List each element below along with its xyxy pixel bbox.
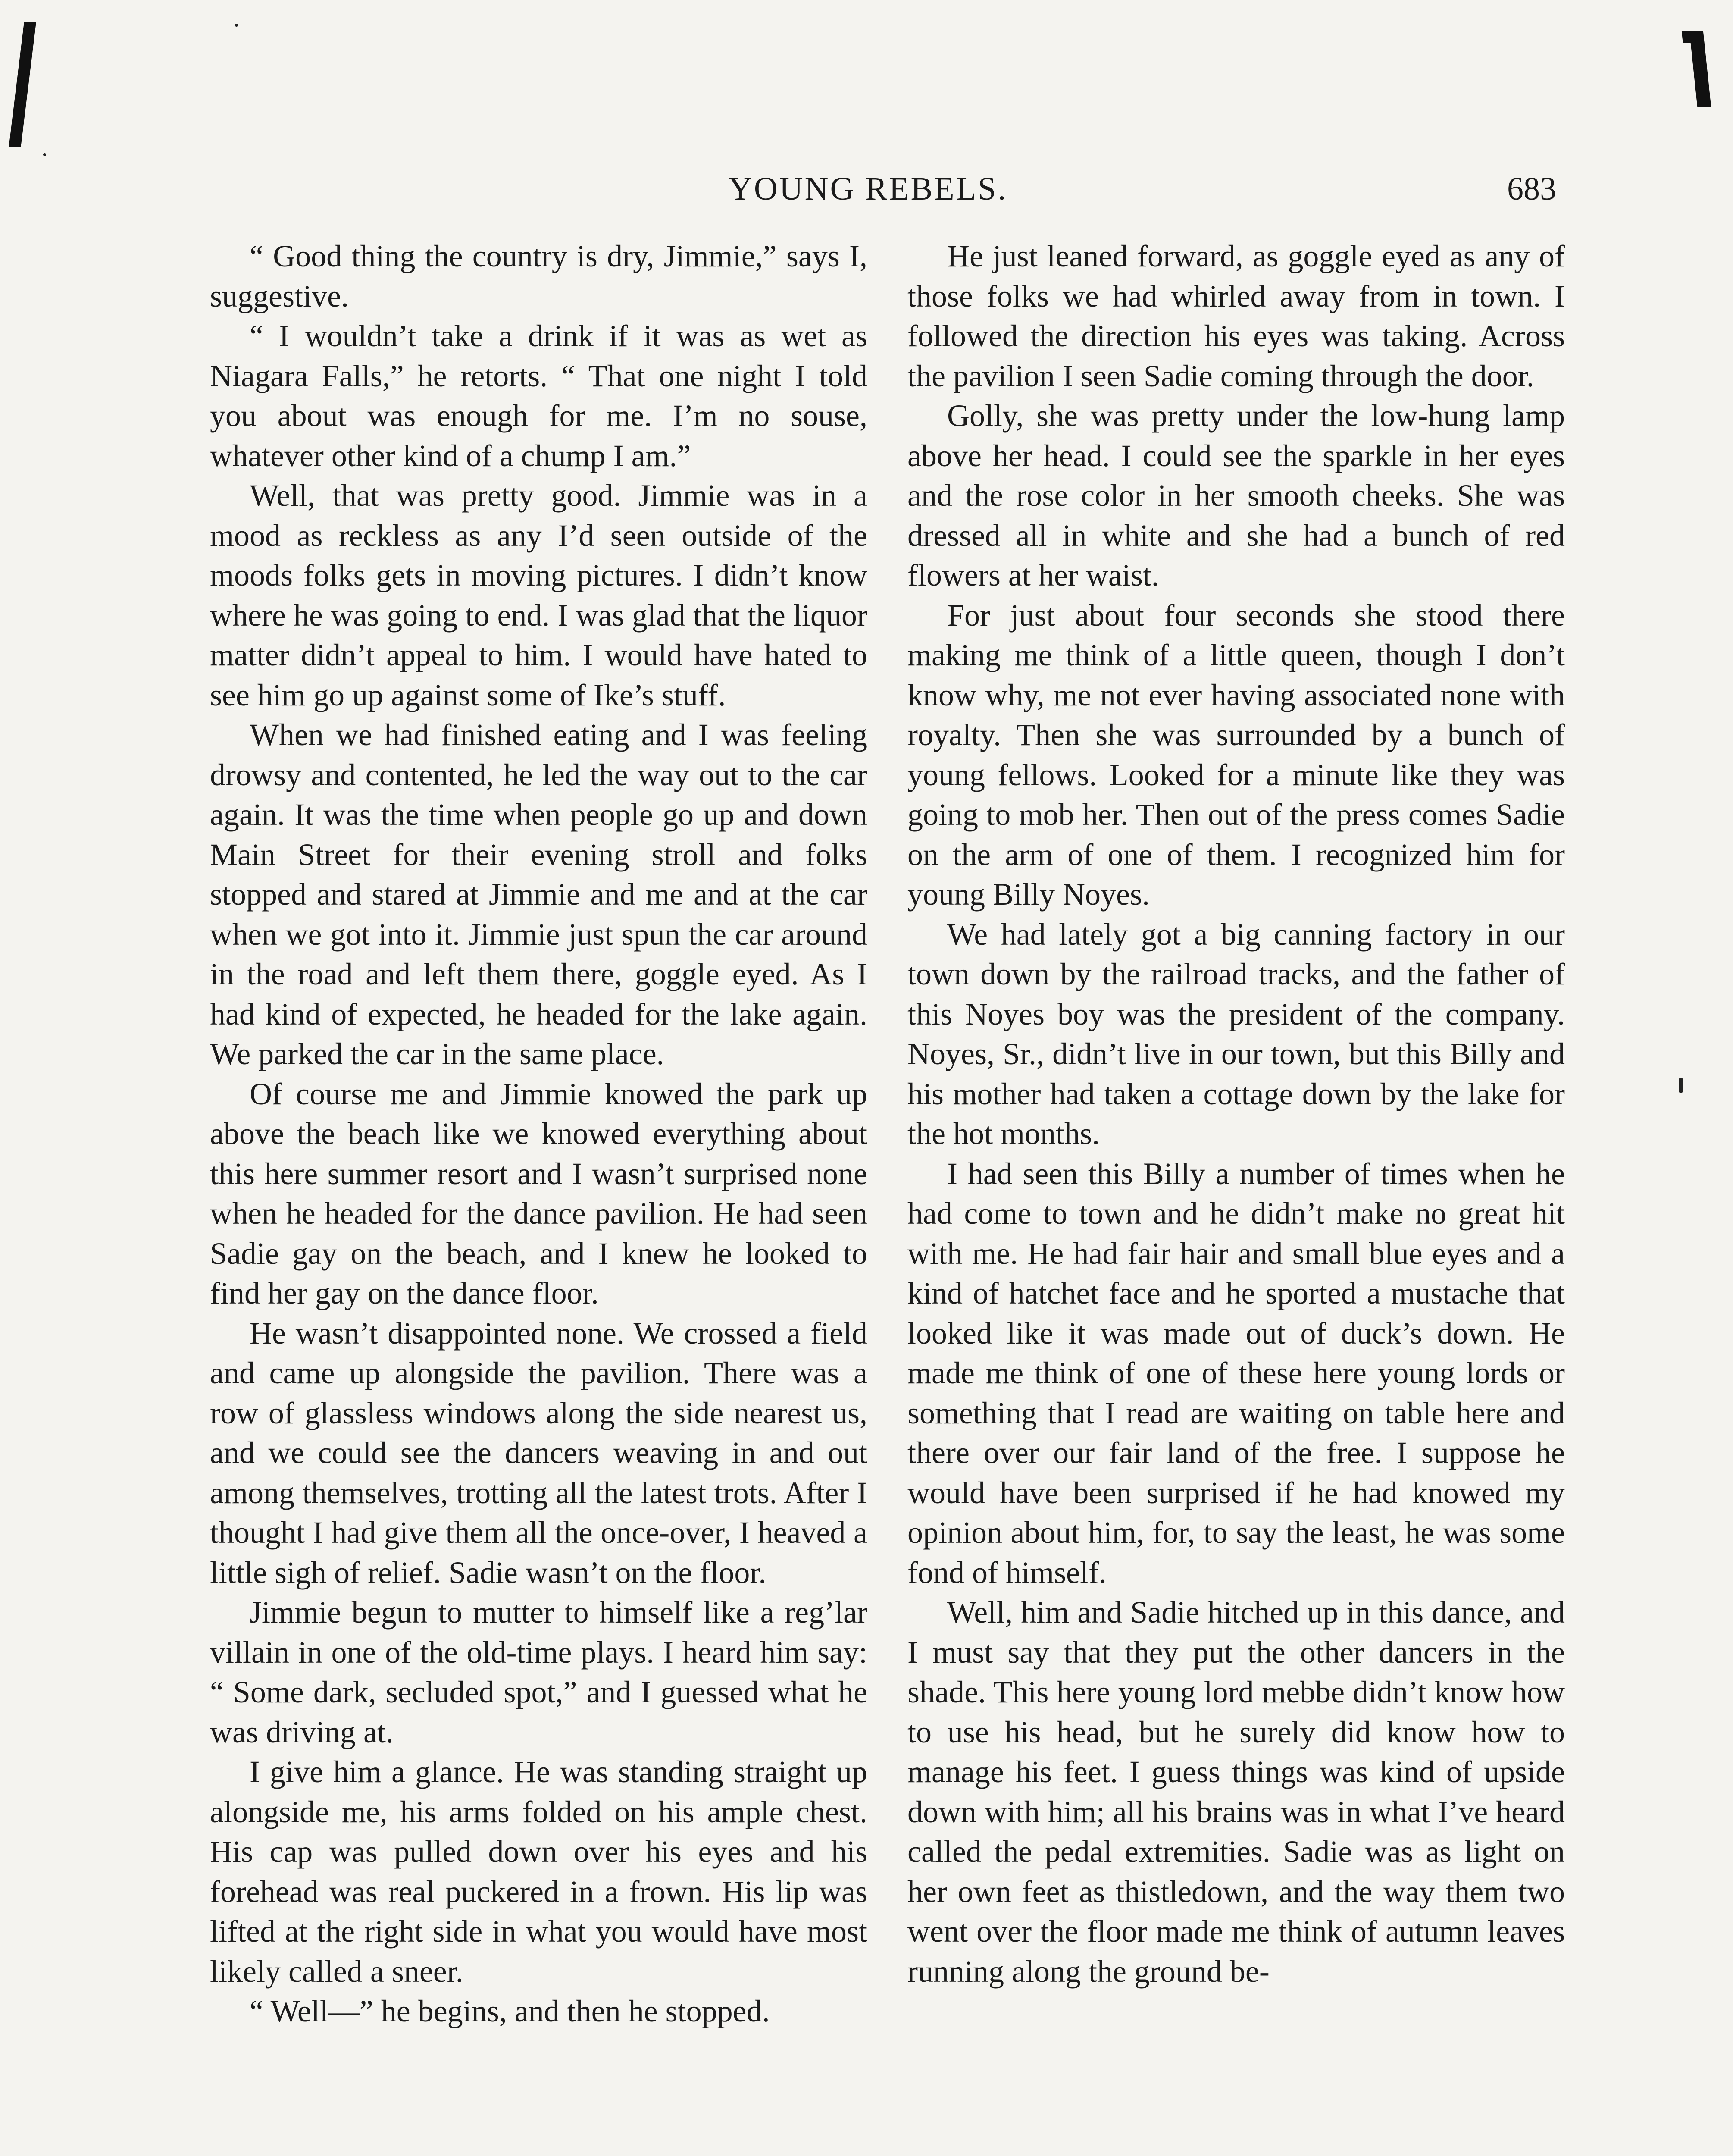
paragraph: He just leaned forward, as goggle eyed as any of those folks we had whirled away from in town. I followed the direction his eyes was taking. Across the pavilion I seen Sadie coming through the door. bbox=[907, 239, 1565, 393]
text-column-left bbox=[210, 236, 867, 2031]
page-header bbox=[211, 170, 1556, 222]
running-title: YOUNG REBELS. bbox=[729, 171, 1008, 207]
paragraph: “ I wouldn’t take a drink if it was as wet as Niagara Falls,” he retorts. “ That one night I told you about was enough for me. I’m no souse, whatever other kind of a chump I am.” bbox=[210, 319, 867, 473]
paragraph: I had seen this Billy a number of times when he had come to town and he didn’t make no great hit with me. He had fair hair and small blue eyes and a kind of hatchet face and he sported a mustache that looked like it was made out of duck’s down. He made me think of one of these here young lords or something that I read are waiting on table here and there over our fair land of the free. I suppose he would have been surprised if he had knowed my opinion about him, for, to say the least, he was some fond of himself. bbox=[907, 1156, 1565, 1590]
scan-speck bbox=[235, 24, 238, 27]
scan-corner-mark-left bbox=[9, 22, 36, 147]
paragraph: When we had finished eating and I was feeling drowsy and contented, he led the way out to the car again. It was the time when people go up and down Main Street for their evening stroll and folks stopped and stared at Jimmie and me and at the car when we got into it. Jimmie just spun the car around in the road and left them there, goggle eyed. As I had kind of expected, he headed for the lake again. We parked the car in the same place. bbox=[210, 718, 867, 1071]
paragraph: Jimmie begun to mutter to himself like a reg’lar villain in one of the old-time plays. I heard him say: “ Some dark, secluded spot,” and I guessed what he was driving at. bbox=[210, 1595, 867, 1749]
paragraph: “ Good thing the country is dry, Jimmie,” says I, suggestive. bbox=[210, 239, 867, 313]
paragraph: For just about four seconds she stood there making me think of a little queen, though I don’t know why, me not ever having associated none with royalty. Then she was surrounded by a bunch of young fellows. Looked for a minute like they was going to mob her. Then out of the press comes Sadie on the arm of one of them. I recognized him for young Billy Noyes. bbox=[907, 598, 1565, 912]
paragraph: Well, that was pretty good. Jimmie was in a mood as reckless as any I’d seen outside of the moods folks gets in moving pictures. I didn’t know where he was going to end. I was glad that the liquor matter didn’t appeal to him. I would have hated to see him go up against some of Ike’s stuff. bbox=[210, 478, 867, 712]
scan-speck bbox=[1679, 1078, 1683, 1093]
paragraph: Of course me and Jimmie knowed the park up above the beach like we knowed everything about this here summer resort and I wasn’t surprised none when he headed for the dance pavilion. He had seen Sadie gay on the beach, and I knew he looked to find her gay on the dance floor. bbox=[210, 1076, 867, 1310]
paragraph: I give him a glance. He was standing straight up alongside me, his arms folded on his ample chest. His cap was pulled down over his eyes and his forehead was real puckered in a frown. His lip was lifted at the right side in what you would have most likely called a sneer. bbox=[210, 1755, 867, 1989]
scan-speck bbox=[43, 153, 46, 156]
page-number: 683 bbox=[1507, 171, 1556, 207]
paragraph: Golly, she was pretty under the low-hung lamp above her head. I could see the sparkle in her eyes and the rose color in her smooth cheeks. She was dressed all in white and she had a bunch of red flowers at her waist. bbox=[907, 398, 1565, 592]
paragraph: “ Well—” he begins, and then he stopped. bbox=[250, 1994, 770, 2028]
scan-corner-mark-right bbox=[1689, 31, 1711, 107]
paragraph: Well, him and Sadie hitched up in this dance, and I must say that they put the other dancers in the shade. This here young lord mebbe didn’t know how to use his head, but he surely did know how to manage his feet. I guess things was kind of upside down with him; all his brains was in what I’ve heard called the pedal extremities. Sadie was as light on her own feet as thistledown, and the way them two went over the floor made me think of autumn leaves running along the ground be- bbox=[907, 1595, 1565, 1989]
text-column-right bbox=[907, 236, 1565, 1991]
paragraph: He wasn’t disappointed none. We crossed a field and came up alongside the pavilion. There was a row of glassless windows along the side nearest us, and we could see the dancers weaving in and out among themselves, trotting all the latest trots. After I thought I had give them all the once-over, I heaved a little sigh of relief. Sadie wasn’t on the floor. bbox=[210, 1316, 867, 1590]
paragraph: We had lately got a big canning factory in our town down by the railroad tracks, and the father of this Noyes boy was the president of the company. Noyes, Sr., didn’t live in our town, but this Billy and his mother had taken a cottage down by the lake for the hot months. bbox=[907, 917, 1565, 1151]
